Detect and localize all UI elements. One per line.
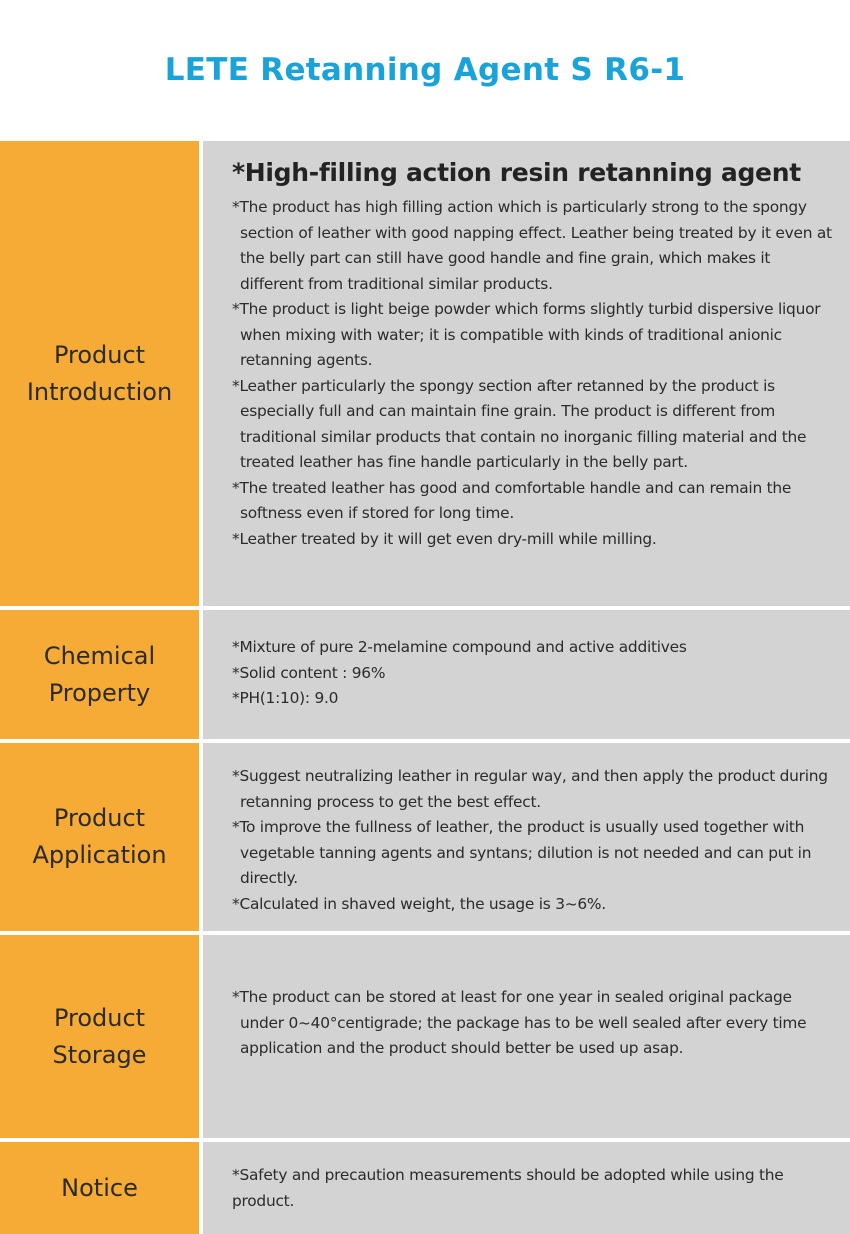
label-line: Product — [53, 804, 146, 832]
section-chemical-property — [0, 610, 850, 739]
section-heading: *High-filling action resin retanning agent — [232, 158, 801, 187]
section-content — [203, 141, 850, 606]
label-line: Introduction — [26, 377, 173, 406]
section-product-storage — [0, 935, 850, 1138]
section-content — [203, 1142, 850, 1234]
section-content — [203, 935, 850, 1138]
bullet-item: *The product is light beige powder which forms slightly turbid dispersive liquor when mixing with water; it is compatible with kinds of traditional anionic retanning agents. — [232, 300, 821, 369]
bullet-item: *Mixture of pure 2-melamine compound and active additives — [232, 638, 687, 656]
section-label — [0, 610, 199, 739]
section-product-application — [0, 743, 850, 931]
section-label — [0, 1142, 199, 1234]
label-line: Product — [53, 340, 146, 369]
section-content — [203, 743, 850, 931]
label-line: Product — [53, 1003, 146, 1032]
label-line: Storage — [52, 1040, 147, 1069]
section-label — [0, 743, 199, 931]
label-line: Notice — [61, 1173, 138, 1202]
bullet-item: *The treated leather has good and comfortable handle and can remain the softness even if stored for long time. — [232, 478, 792, 522]
section-label — [0, 141, 199, 606]
label-line: Chemical — [43, 641, 156, 670]
bullet-item: *To improve the fullness of leather, the product is usually used together with vegetable tanning agents and syntans; dilution is not needed and can put in directly. — [232, 818, 812, 887]
section-content — [203, 610, 850, 739]
bullet-item: *Leather particularly the spongy section after retanned by the product is especially full and can maintain fine grain. The product is different from traditional similar products that contain no inorganic filling material and the treated leather has fine handle particularly in the belly part. — [232, 376, 807, 471]
bullet-item: *Calculated in shaved weight, the usage is 3~6%. — [232, 894, 606, 913]
label-line: Application — [32, 841, 167, 869]
page-title: LETE Retanning Agent S R6-1 — [164, 52, 686, 88]
section-label — [0, 935, 199, 1138]
bullet-item: *The product can be stored at least for one year in sealed original package under 0~40°centigrade; the package has to be well sealed after every time application and the product should better be used up asap. — [232, 988, 807, 1057]
label-line: Property — [48, 678, 151, 707]
bullet-item: *Safety and precaution measurements should be adopted while using the product. — [232, 1166, 784, 1210]
bullet-item: *Suggest neutralizing leather in regular way, and then apply the product during retanning process to get the best effect. — [232, 767, 828, 811]
bullet-item: *PH(1:10): 9.0 — [232, 689, 339, 707]
bullet-item: *Solid content : 96% — [232, 663, 386, 682]
bullet-item: *Leather treated by it will get even dry-mill while milling. — [232, 529, 657, 548]
section-product-introduction — [0, 141, 850, 606]
section-notice — [0, 1142, 850, 1234]
bullet-item: *The product has high filling action which is particularly strong to the spongy section of leather with good napping effect. Leather being treated by it even at the belly part can still have good handle and fine grain, which makes it different from traditional similar products. — [232, 198, 832, 293]
